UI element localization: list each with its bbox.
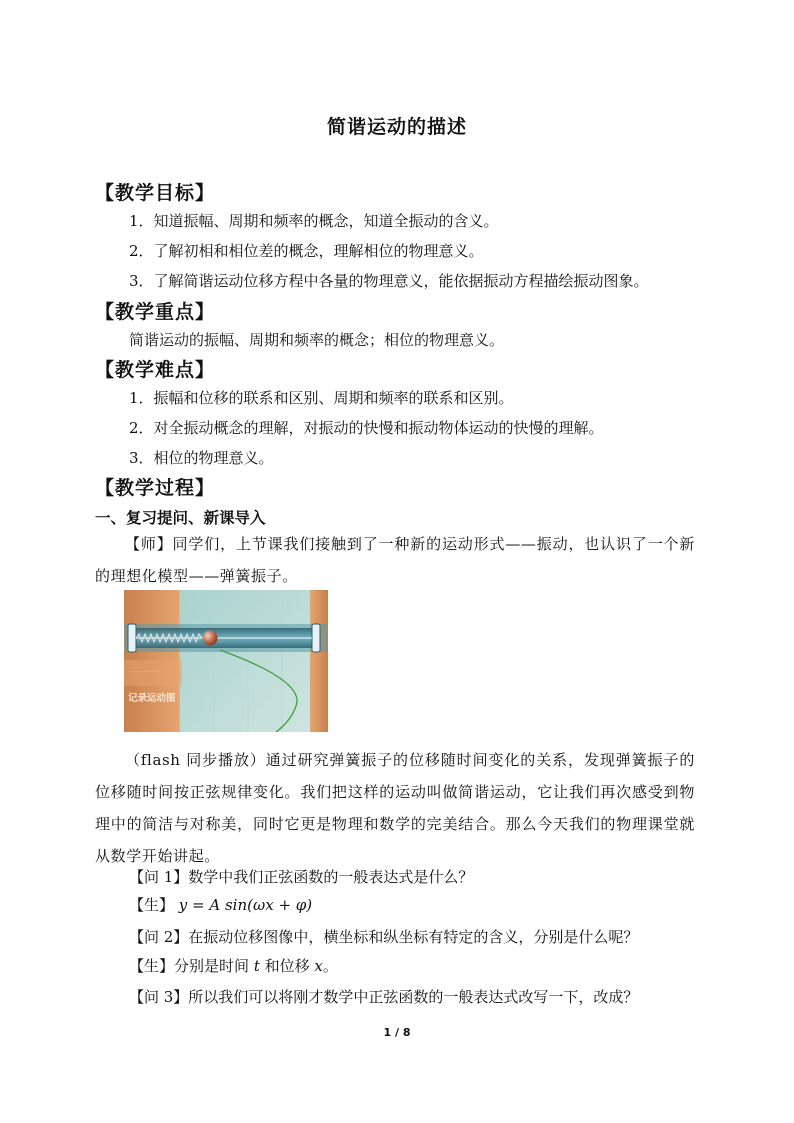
goals-heading: 【教学目标】 <box>95 182 216 204</box>
oscillator-ball <box>203 631 218 646</box>
spring-oscillator-illustration <box>124 590 328 732</box>
process-heading: 【教学过程】 <box>95 477 216 499</box>
difficulties-heading: 【教学难点】 <box>95 359 216 381</box>
figure-caption: 记录运动图 <box>128 693 176 704</box>
difficulty-item-3: 3．相位的物理意义。 <box>129 449 274 467</box>
question-2: 【问 2】在振动位移图像中，横坐标和纵坐标有特定的含义，分别是什么呢？ <box>129 928 639 946</box>
difficulty-item-1: 1．振幅和位移的联系和区别、周期和频率的联系和区别。 <box>129 389 514 407</box>
goal-item-3: 3．了解简谐运动位移方程中各量的物理意义，能依据振动方程描绘振动图象。 <box>129 272 649 290</box>
question-3: 【问 3】所以我们可以将刚才数学中正弦函数的一般表达式改写一下，改成？ <box>129 988 639 1006</box>
answer-2 <box>129 955 338 977</box>
key-points-text: 简谐运动的振幅、周期和频率的概念；相位的物理意义。 <box>129 331 505 349</box>
answer-2-text-c: 。 <box>322 957 338 975</box>
answer-2-text-b: 和位移 <box>264 957 310 975</box>
question-1: 【问 1】数学中我们正弦函数的一般表达式是什么？ <box>129 868 474 886</box>
answer-1 <box>129 894 312 916</box>
difficulty-item-2: 2．对全振动概念的理解，对振动的快慢和振动物体运动的快慢的理解。 <box>129 419 604 437</box>
answer-2-var-x: x <box>314 957 323 975</box>
answer-1-label: 【生】 <box>129 896 175 914</box>
process-subheading: 一、复习提问、新课导入 <box>95 509 266 527</box>
after-figure-paragraph: （flash 同步播放）通过研究弹簧振子的位移随时间变化的关系，发现弹簧振子的位移随时间按正弦规律变化。我们把这样的运动叫做简谐运动，它让我们再次感受到物理中的简洁与对称美，同时它更是物理和数学的完美结合。那么今天我们的物理课堂就从数学开始讲起。 <box>95 751 695 865</box>
goal-item-2: 2．了解初相和相位差的概念，理解相位的物理意义。 <box>129 242 484 260</box>
spring-oscillator-figure <box>124 590 328 732</box>
answer-1-formula: y = A sin(ωx + φ) <box>178 896 313 914</box>
page-number: 1 / 8 <box>383 1026 411 1039</box>
answer-2-label: 【生】 <box>129 957 175 975</box>
svg-text:⋯⋯⋯⋯: ⋯⋯⋯⋯ <box>128 667 160 676</box>
page-title: 简谐运动的描述 <box>326 116 467 138</box>
key-points-heading: 【教学重点】 <box>95 301 216 323</box>
intro-paragraph: 【师】同学们，上节课我们接触到了一种新的运动形式——振动，也认识了一个新的理想化模型——弹簧振子。 <box>95 535 695 585</box>
answer-2-var-t: t <box>253 957 260 975</box>
goal-item-1: 1．知道振幅、周期和频率的概念，知道全振动的含义。 <box>129 212 499 230</box>
answer-2-text-a: 分别是时间 <box>174 957 250 975</box>
